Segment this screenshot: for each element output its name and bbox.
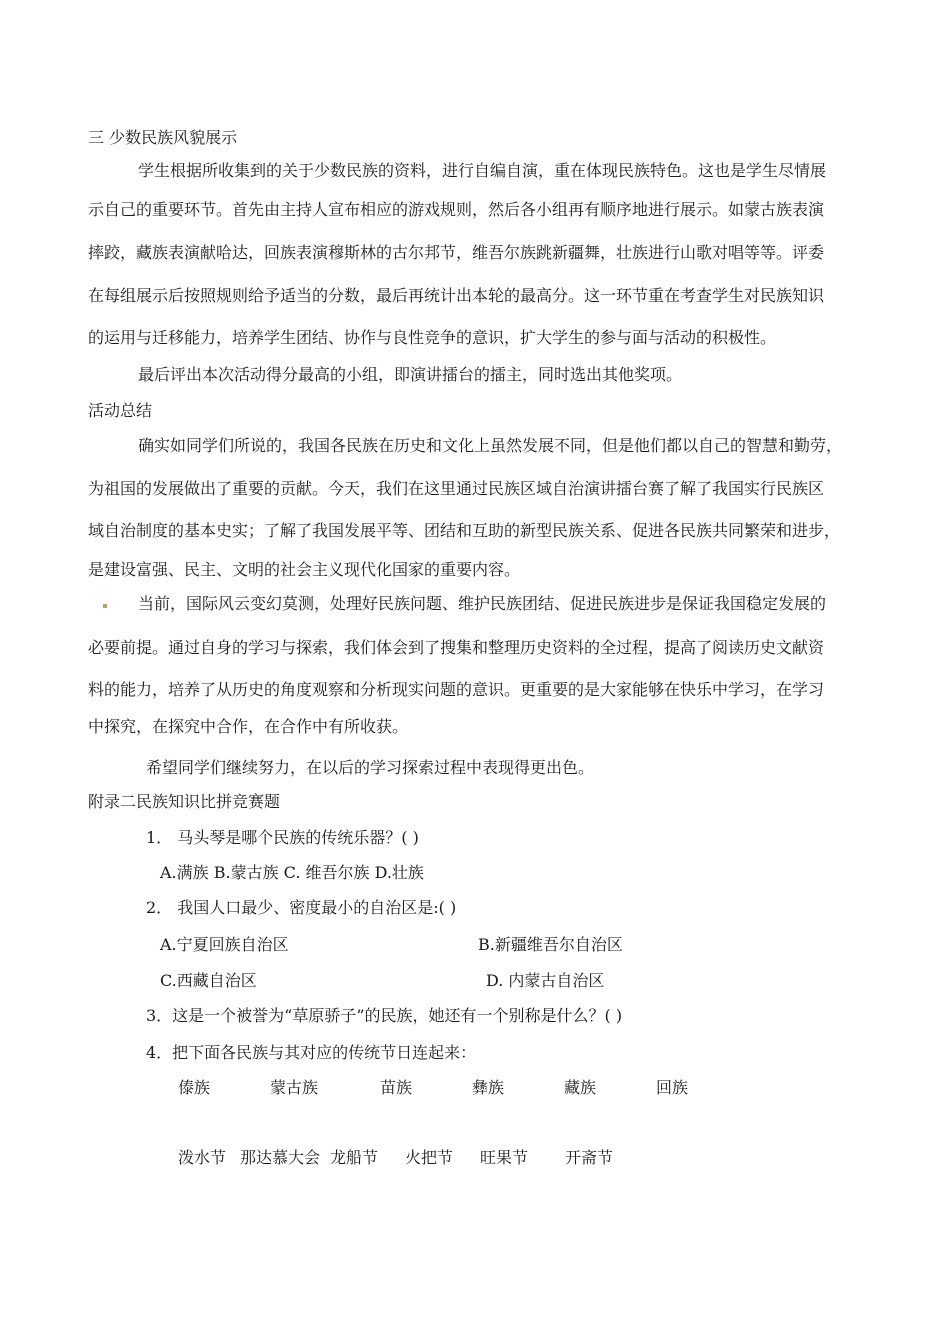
question-3: 3．这是一个被誉为“草原骄子”的民族，她还有一个别称是什么？( ): [146, 1006, 623, 1025]
festival-label: 泼水节: [178, 1148, 227, 1167]
festival-label: 龙船节: [330, 1148, 379, 1167]
question-2-option: B.新疆维吾尔自治区: [478, 935, 623, 954]
question-2-option: D. 内蒙古自治区: [486, 971, 605, 990]
festival-label: 火把节: [405, 1148, 454, 1167]
paragraph-line: 示自己的重要环节。首先由主持人宣布相应的游戏规则，然后各小组再有顺序地进行展示。如蒙古族表演: [88, 200, 825, 219]
paragraph-line: 最后评出本次活动得分最高的小组，即演讲擂台的擂主，同时选出其他奖项。: [138, 365, 683, 384]
bullet-mark: [103, 604, 107, 608]
ethnic-group-label: 苗族: [380, 1078, 413, 1097]
paragraph-line: 料的能力，培养了从历史的角度观察和分析现实问题的意识。更重要的是大家能够在快乐中学习，在学习: [88, 680, 825, 699]
ethnic-group-label: 回族: [656, 1078, 689, 1097]
paragraph-line: 必要前提。通过自身的学习与探索，我们体会到了搜集和整理历史资料的全过程，提高了阅读历史文献资: [88, 638, 825, 657]
paragraph-line: 是建设富强、民主、文明的社会主义现代化国家的重要内容。: [88, 560, 521, 579]
ethnic-group-label: 蒙古族: [270, 1078, 319, 1097]
paragraph-line: 确实如同学们所说的，我国各民族在历史和文化上虽然发展不同，但是他们都以自己的智慧和勤劳，: [138, 436, 843, 455]
question-4: 4．把下面各民族与其对应的传统节日连起来：: [146, 1043, 477, 1062]
question-2-option: A.宁夏回族自治区: [160, 935, 289, 954]
paragraph-line: 学生根据所收集到的关于少数民族的资料，进行自编自演，重在体现民族特色。这也是学生尽情展: [138, 161, 827, 180]
question-1-options: A.满族 B.蒙古族 C. 维吾尔族 D.壮族: [160, 863, 424, 882]
paragraph-line: 希望同学们继续努力，在以后的学习探索过程中表现得更出色。: [146, 758, 595, 777]
paragraph-line: 为祖国的发展做出了重要的贡献。今天，我们在这里通过民族区域自治演讲擂台赛了解了我国实行民族区: [88, 479, 825, 498]
festival-label: 旺果节: [480, 1148, 529, 1167]
ethnic-group-label: 藏族: [564, 1078, 597, 1097]
section-heading: 附录二民族知识比拼竞赛题: [88, 792, 281, 811]
festival-label: 开斋节: [565, 1148, 614, 1167]
paragraph-line: 摔跤，藏族表演献哈达，回族表演穆斯林的古尔邦节，维吾尔族跳新疆舞，壮族进行山歌对唱等等。评委: [88, 243, 825, 262]
section-heading: 活动总结: [88, 401, 153, 420]
paragraph-line: 当前，国际风云变幻莫测，处理好民族问题、维护民族团结、促进民族进步是保证我国稳定发展的: [138, 594, 827, 613]
festival-label: 那达慕大会: [240, 1148, 321, 1167]
paragraph-line: 在每组展示后按照规则给予适当的分数，最后再统计出本轮的最高分。这一环节重在考查学生对民族知识: [88, 286, 825, 305]
paragraph-line: 域自治制度的基本史实；了解了我国发展平等、团结和互助的新型民族关系、促进各民族共同繁荣和进步，: [88, 521, 841, 540]
paragraph-line: 中探究，在探究中合作，在合作中有所收获。: [88, 717, 409, 736]
question-2-option: C.西藏自治区: [160, 971, 257, 990]
ethnic-group-label: 傣族: [178, 1078, 211, 1097]
question-2: 2． 我国人口最少、密度最小的自治区是:( ): [146, 898, 457, 917]
ethnic-group-label: 彝族: [472, 1078, 505, 1097]
question-1: 1． 马头琴是哪个民族的传统乐器？( ): [146, 828, 419, 847]
paragraph-line: 的运用与迁移能力，培养学生团结、协作与良性竞争的意识，扩大学生的参与面与活动的积极性。: [88, 328, 777, 347]
section-heading: 三 少数民族风貌展示: [88, 128, 238, 147]
